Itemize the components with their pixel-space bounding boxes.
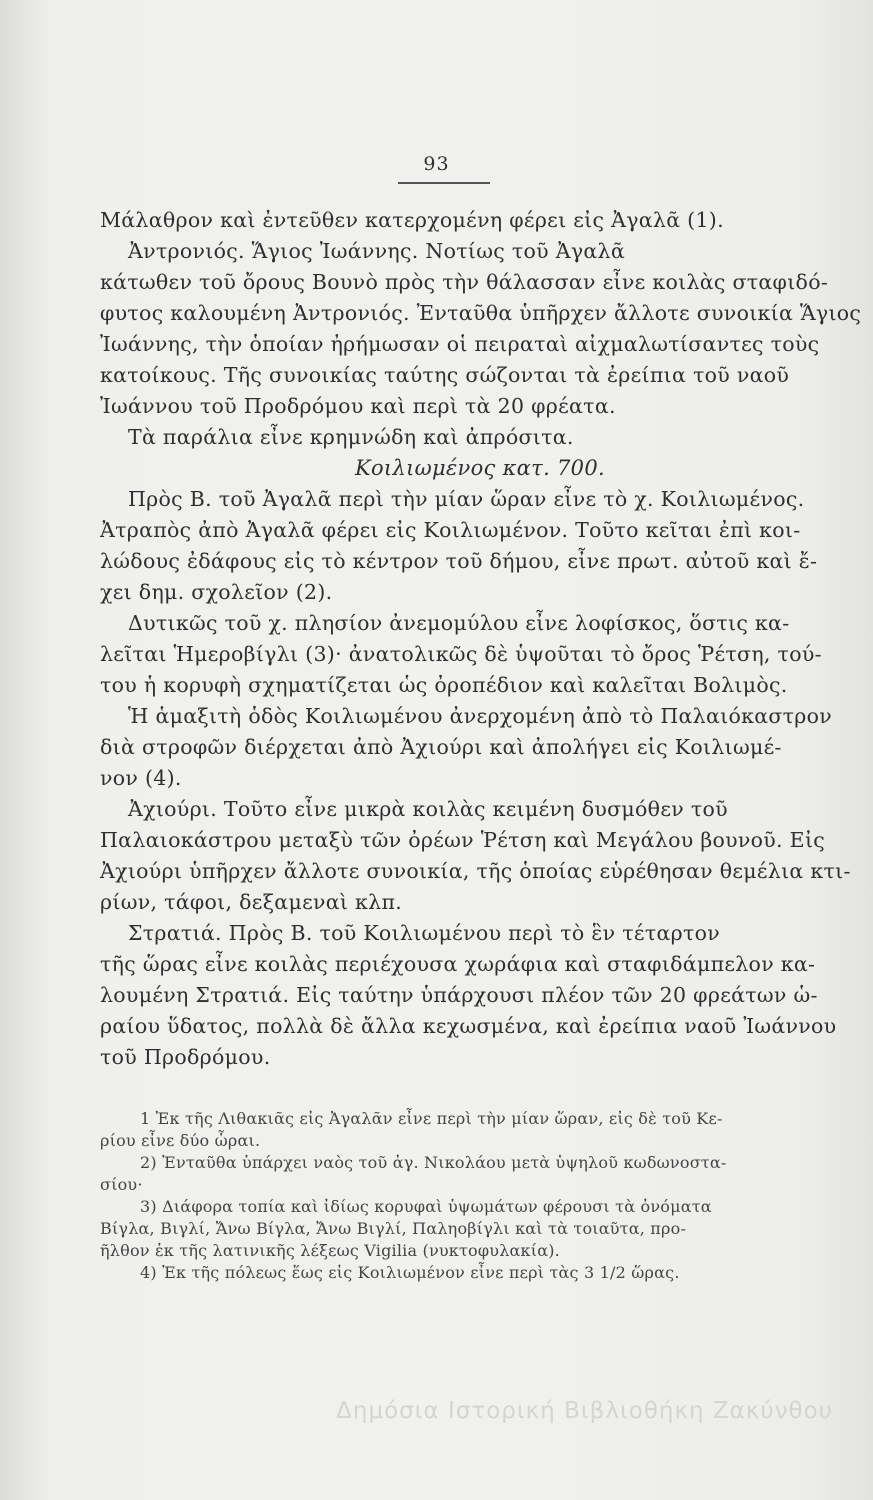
text-line: ραίου ὕδατος, πολλὰ δὲ ἄλλα κεχωσμένα, καὶ ἐρείπια ναοῦ Ἰωάννου: [100, 1014, 837, 1038]
footnote-line: Βίγλα, Βιγλί, Ἄνω Βίγλα, Ἄνω Βιγλί, Παληοβίγλι καὶ τὰ τοιαῦτα, προ-: [100, 1219, 687, 1238]
page-number: 93: [423, 153, 450, 175]
text-line: Ἀντρονιός. Ἅγιος Ἰωάννης. Νοτίως τοῦ Ἀγαλᾶ: [128, 239, 625, 263]
text-line: κατοίκους. Τῆς συνοικίας ταύτης σώζονται τὰ ἐρείπια τοῦ ναοῦ: [100, 363, 790, 387]
text-line: διὰ στροφῶν διέρχεται ἀπὸ Ἀχιούρι καὶ ἀπολήγει εἰς Κοιλιωμέ-: [100, 735, 782, 759]
footnote-line: 4) Ἐκ τῆς πόλεως ἕως εἰς Κοιλιωμένον εἶνε περὶ τὰς 3 1/2 ὥρας.: [140, 1263, 680, 1282]
text-line: Πρὸς Β. τοῦ Ἀγαλᾶ περὶ τὴν μίαν ὥραν εἶνε τὸ χ. Κοιλιωμένος.: [128, 487, 805, 511]
text-line: νον (4).: [100, 766, 182, 790]
footnote-1: [100, 1108, 800, 1152]
paragraph-achiouri: [100, 794, 851, 918]
footnote-line: 2) Ἐνταῦθα ὑπάρχει ναὸς τοῦ ἁγ. Νικολάου μετὰ ὑψηλοῦ κωδωνοστα-: [140, 1153, 727, 1172]
text-line: φυτος καλουμένη Ἀντρονιός. Ἐνταῦθα ὑπῆρχεν ἄλλοτε συνοικία Ἅγιος: [100, 301, 862, 325]
footnote-4: [100, 1262, 800, 1284]
text-line: τοῦ Προδρόμου.: [100, 1045, 271, 1069]
footnote-line: ῆλθον ἐκ τῆς λατινικῆς λέξεως Vigilia (νυκτοφυλακία).: [100, 1241, 560, 1260]
footnote-3: [100, 1196, 800, 1262]
text-line: λώδους ἐδάφους εἰς τὸ κέντρον τοῦ δήμου, εἶνε πρωτ. αὐτοῦ καὶ ἔ-: [100, 549, 818, 573]
paragraph-coast: [100, 422, 800, 453]
text-line: λουμένη Στρατιά. Εἰς ταύτην ὑπάρχουσι πλέον τῶν 20 φρεάτων ὡ-: [100, 983, 818, 1007]
text-line: Δυτικῶς τοῦ χ. πλησίον ἀνεμομύλου εἶνε λοφίσκος, ὅστις κα-: [128, 611, 790, 635]
paragraph-west: [100, 608, 822, 701]
text-line: λεῖται Ἡμεροβίγλι (3)· ἀνατολικῶς δὲ ὑψοῦται τὸ ὄρος Ῥέτση, τού-: [100, 642, 822, 666]
text-line: του ἡ κορυφὴ σχηματίζεται ὡς ὀροπέδιον καὶ καλεῖται Βολιμὸς.: [100, 673, 788, 697]
footnote-line: σίου·: [100, 1175, 143, 1194]
text-line: Ἰωάννης, τὴν ὁποίαν ἠρήμωσαν οἱ πειραταὶ αἰχμαλωτίσαντες τοὺς: [100, 332, 820, 356]
footnote-line: 3) Διάφορα τοπία καὶ ἰδίως κορυφαὶ ὑψωμάτων φέρουσι τὰ ὀνόματα: [140, 1197, 712, 1216]
footnotes: [100, 1108, 800, 1284]
text-line: τῆς ὥρας εἶνε κοιλὰς περιέχουσα χωράφια καὶ σταφιδάμπελον κα-: [100, 952, 816, 976]
text-line: κάτωθεν τοῦ ὄρους Βουνὸ πρὸς τὴν θάλασσαν εἶνε κοιλὰς σταφιδό-: [100, 270, 829, 294]
text-line: Ἀχιούρι. Τοῦτο εἶνε μικρὰ κοιλὰς κειμένη δυσμόθεν τοῦ: [128, 797, 728, 821]
text-line: ρίων, τάφοι, δεξαμεναὶ κλπ.: [100, 890, 403, 914]
text-line: Τὰ παράλια εἶνε κρημνώδη καὶ ἀπρόσιτα.: [128, 425, 574, 449]
text-line: Ἀχιούρι ὑπῆρχεν ἄλλοτε συνοικία, τῆς ὁποίας εὑρέθησαν θεμέλια κτι-: [100, 859, 851, 883]
text-line: Ἰωάννου τοῦ Προδρόμου καὶ περὶ τὰ 20 φρέατα.: [100, 394, 616, 418]
footnote-2: [100, 1152, 800, 1196]
page-number-rule: [398, 182, 490, 184]
paragraph-koiliomenos: [100, 484, 818, 608]
footnote-line: ρίου εἶνε δύο ὧραι.: [100, 1131, 261, 1150]
text-line: Παλαιοκάστρου μεταξὺ τῶν ὀρέων Ῥέτση καὶ Μεγάλου βουνοῦ. Εἰς: [100, 828, 826, 852]
section-heading: Κοιλιωμένος κατ. 700.: [355, 456, 605, 480]
text-line: Ἡ ἁμαξιτὴ ὁδὸς Κοιλιωμένου ἀνερχομένη ἀπὸ τὸ Παλαιόκαστρον: [128, 704, 833, 728]
paragraph-antronios: [100, 236, 862, 422]
footnote-line: 1 Ἐκ τῆς Λιθακιᾶς εἰς Ἀγαλᾶν εἶνε περὶ τὴν μίαν ὥραν, εἰς δὲ τοῦ Κε-: [140, 1109, 723, 1128]
paragraph-stratia: [100, 918, 837, 1073]
body-text: [100, 205, 862, 1073]
paragraph-1: [100, 205, 800, 236]
text-line: Στρατιά. Πρὸς Β. τοῦ Κοιλιωμένου περὶ τὸ ἓν τέταρτον: [128, 921, 721, 945]
library-watermark: Δημόσια Ιστορική Βιβλιοθήκη Ζακύνθου: [336, 1398, 833, 1424]
text-line: Ἀτραπὸς ἀπὸ Ἀγαλᾶ φέρει εἰς Κοιλιωμένον. Τοῦτο κεῖται ἐπὶ κοι-: [100, 518, 801, 542]
text-line: χει δημ. σχολεῖον (2).: [100, 580, 333, 604]
paragraph-road: [100, 701, 833, 794]
text-line: Μάλαθρον καὶ ἐντεῦθεν κατερχομένη φέρει εἰς Ἀγαλᾶ (1).: [100, 208, 724, 232]
